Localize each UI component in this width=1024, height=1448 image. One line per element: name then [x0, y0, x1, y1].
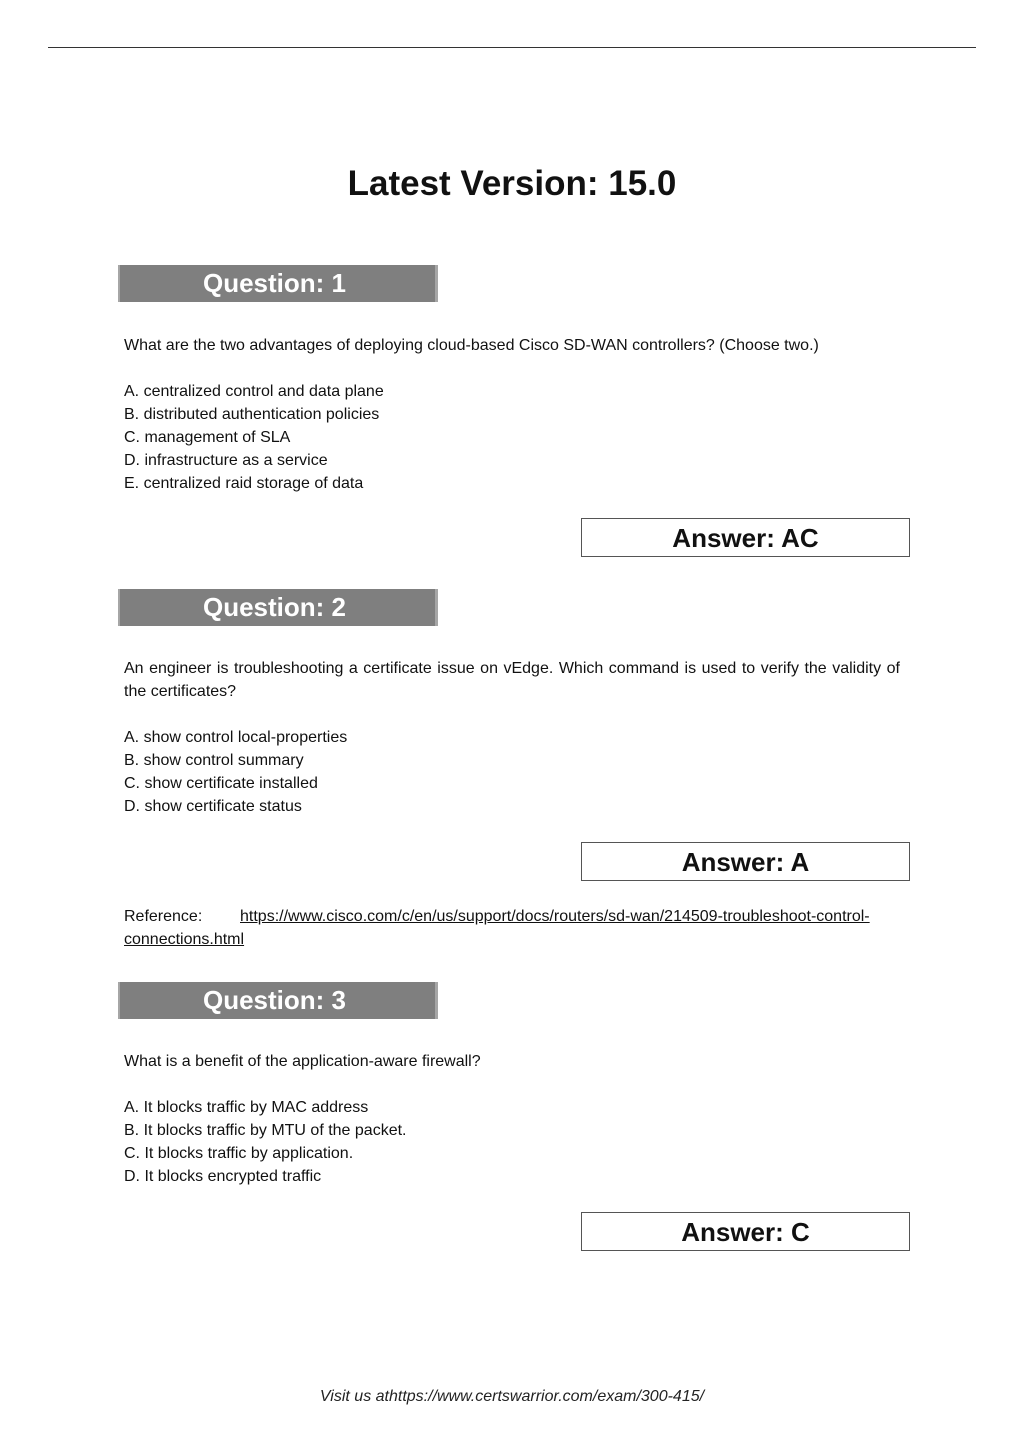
top-divider — [48, 47, 976, 48]
option-item: D. show certificate status — [124, 798, 302, 815]
question-3-body — [124, 1050, 900, 1188]
question-1-options — [124, 380, 900, 495]
option-item: C. show certificate installed — [124, 775, 318, 792]
reference — [124, 905, 900, 951]
question-1-text: What are the two advantages of deploying cloud-based Cisco SD-WAN controllers? (Choose two.) — [124, 337, 819, 354]
question-3-options — [124, 1096, 900, 1188]
option-item: B. show control summary — [124, 752, 304, 769]
question-1-header: Question: 1 — [118, 265, 438, 302]
reference-link[interactable]: https://www.cisco.com/c/en/us/support/docs/routers/sd-wan/214509-troubleshoot-control-connections.html — [124, 908, 870, 948]
option-item: D. It blocks encrypted traffic — [124, 1168, 322, 1185]
option-item: B. It blocks traffic by MTU of the packet. — [124, 1122, 407, 1139]
option-item: A. centralized control and data plane — [124, 383, 384, 400]
option-item: B. distributed authentication policies — [124, 406, 380, 423]
option-item: C. management of SLA — [124, 429, 291, 446]
option-item: A. show control local-properties — [124, 729, 348, 746]
question-3-answer: Answer: C — [581, 1212, 910, 1251]
question-1-body — [124, 334, 900, 495]
question-3-text: What is a benefit of the application-aware firewall? — [124, 1053, 481, 1070]
option-item: C. It blocks traffic by application. — [124, 1145, 354, 1162]
document-title: Latest Version: 15.0 — [347, 164, 677, 203]
question-2-text: An engineer is troubleshooting a certificate issue on vEdge. Which command is used to verify the validity of the certificates? — [124, 660, 900, 700]
question-2-answer: Answer: A — [581, 842, 910, 881]
option-item: A. It blocks traffic by MAC address — [124, 1099, 369, 1116]
reference-label: Reference: — [124, 908, 203, 925]
question-3-header: Question: 3 — [118, 982, 438, 1019]
question-2-header: Question: 2 — [118, 589, 438, 626]
question-2-options — [124, 726, 900, 818]
option-item: D. infrastructure as a service — [124, 452, 328, 469]
footer-text: Visit us athttps://www.certswarrior.com/exam/300-415/ — [319, 1388, 705, 1405]
option-item: E. centralized raid storage of data — [124, 475, 364, 492]
question-2-body — [124, 657, 900, 818]
question-1-answer: Answer: AC — [581, 518, 910, 557]
